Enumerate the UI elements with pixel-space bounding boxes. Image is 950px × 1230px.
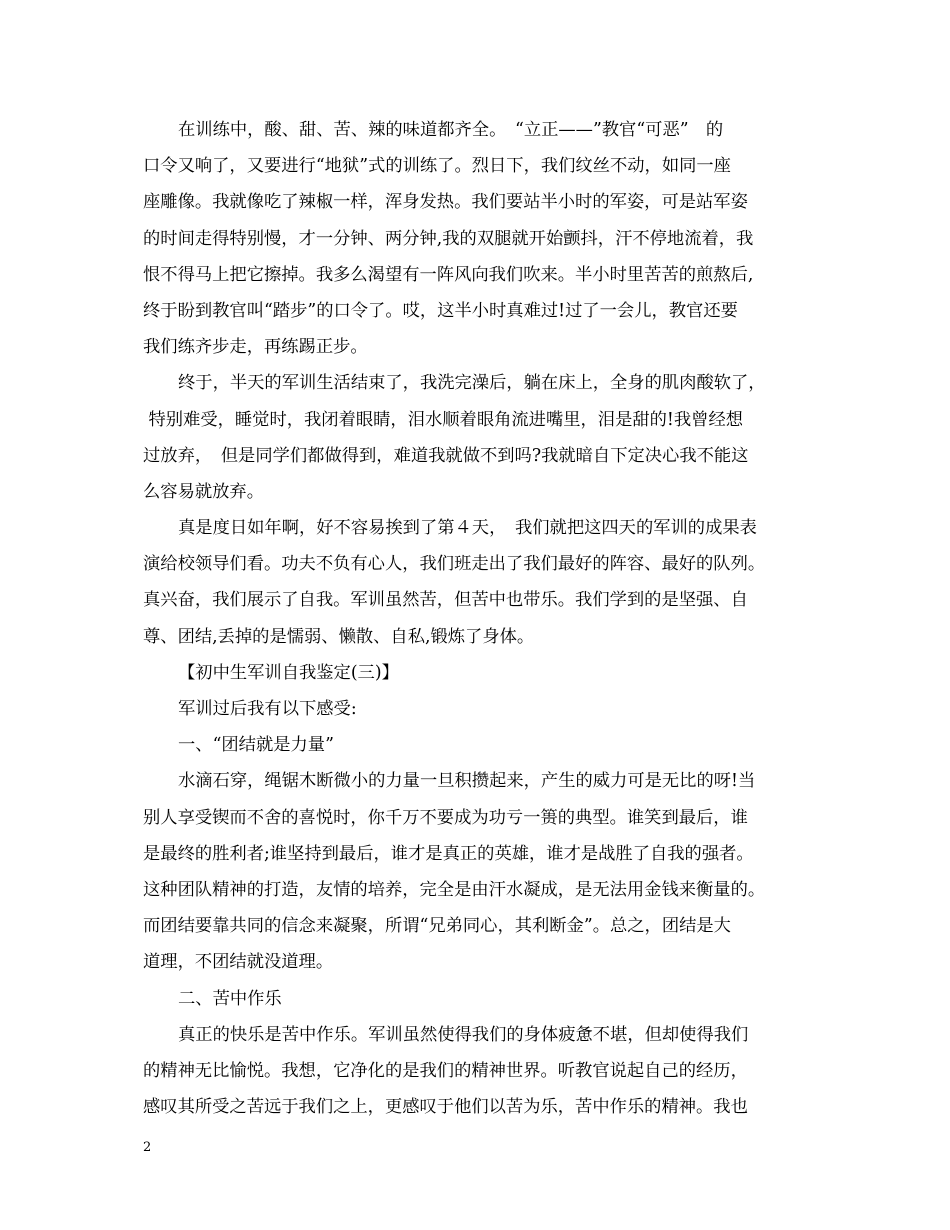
text-line: 而团结要靠共同的信念来凝聚，所谓“兄弟同心，其利断金”。总之，团结是大 xyxy=(143,916,731,937)
text-line: 特别难受，睡觉时，我闭着眼睛，泪水顺着眼角流进嘴里，泪是甜的!我曾经想 xyxy=(143,409,744,430)
text-line: 真正的快乐是苦中作乐。军训虽然使得我们的身体疲惫不堪，但却使得我们 xyxy=(178,1024,749,1045)
text-line: 别人享受锲而不舍的喜悦时，你千万不要成为功亏一篑的典型。谁笑到最后，谁 xyxy=(143,807,748,828)
text-line: 在训练中，酸、甜、苦、辣的味道都齐全。 “立正——”教官“可恶” 的 xyxy=(178,120,724,140)
text-line: 这种团队精神的打造，友情的培养，完全是由汗水凝成，是无法用金钱来衡量的。 xyxy=(143,879,766,900)
text-line: 道理，不团结就没道理。 xyxy=(143,952,334,973)
text-line: 么容易就放弃。 xyxy=(143,481,264,502)
text-line: 的精神无比愉悦。我想，它净化的是我们的精神世界。听教官说起自己的经历， xyxy=(143,1060,748,1081)
text-line: 座雕像。我就像吃了辣椒一样，浑身发热。我们要站半小时的军姿，可是站军姿 xyxy=(143,192,748,213)
text-line: 口令又响了，又要进行“地狱”式的训练了。烈日下，我们纹丝不动，如同一座 xyxy=(143,156,731,177)
text-line: 终于，半天的军训生活结束了，我洗完澡后，躺在床上，全身的肌肉酸软了， xyxy=(178,373,766,394)
text-line: 的时间走得特别慢，才一分钟、两分钟,我的双腿就开始颤抖，汗不停地流着，我 xyxy=(143,228,754,249)
text-line: 真兴奋，我们展示了自我。军训虽然苦，但苦中也带乐。我们学到的是坚强、自 xyxy=(143,590,748,611)
text-line: 感叹其所受之苦远于我们之上，更感叹于他们以苦为乐，苦中作乐的精神。我也 xyxy=(143,1097,748,1118)
text-line: 过放弃， 但是同学们都做得到，难道我就做不到吗?我就暗自下定决心我不能这 xyxy=(143,445,749,466)
text-line: 演给校领导们看。功夫不负有心人，我们班走出了我们最好的阵容、最好的队列。 xyxy=(143,554,766,575)
document-body xyxy=(143,112,813,1125)
text-line: 我们练齐步走，再练踢正步。 xyxy=(143,337,368,358)
text-line: 【初中生军训自我鉴定(三)】 xyxy=(178,662,399,683)
text-line: 水滴石穿，绳锯木断微小的力量一旦积攒起来，产生的威力可是无比的呀!当 xyxy=(178,771,756,792)
page-number: 2 xyxy=(143,1140,152,1155)
text-line: 一、“团结就是力量” xyxy=(178,735,334,756)
text-line: 终于盼到教官叫“踏步”的口令了。哎，这半小时真难过!过了一会儿，教官还要 xyxy=(143,300,738,321)
text-line: 军训过后我有以下感受: xyxy=(178,699,357,719)
text-line: 恨不得马上把它擦掉。我多么渴望有一阵风向我们吹来。半小时里苦苦的煎熬后, xyxy=(143,264,754,285)
text-line: 尊、团结,丢掉的是懦弱、懒散、自私,锻炼了身体。 xyxy=(143,626,535,647)
text-line: 真是度日如年啊，好不容易挨到了第４天， 我们就把这四天的军训的成果表 xyxy=(178,518,757,539)
text-line: 二、苦中作乐 xyxy=(178,988,282,1009)
text-line: 是最终的胜利者;谁坚持到最后，谁才是真正的英雄，谁才是战胜了自我的强者。 xyxy=(143,843,754,864)
